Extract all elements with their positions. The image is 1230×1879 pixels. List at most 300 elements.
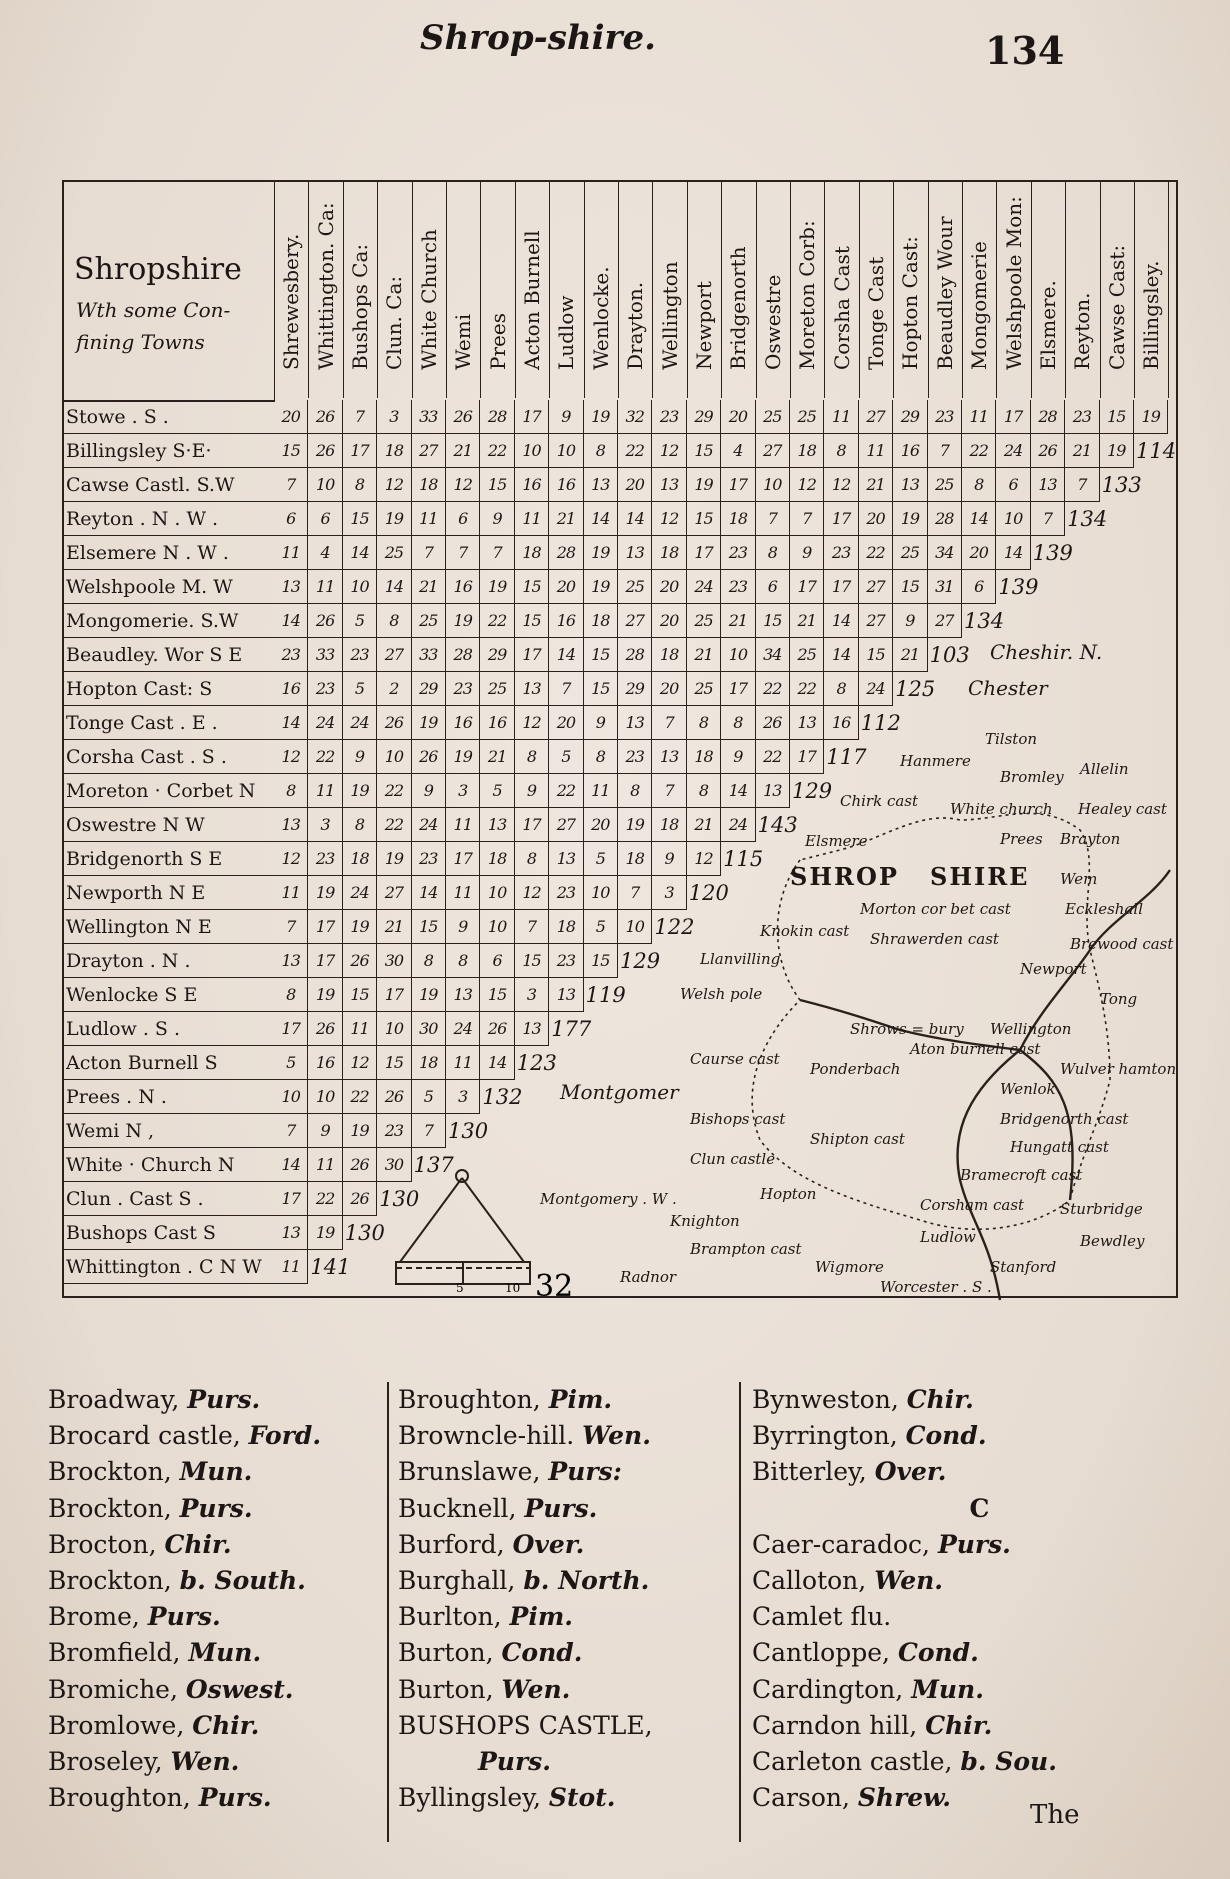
distance-cell: 12 bbox=[687, 842, 721, 876]
distance-cell: 24 bbox=[721, 808, 755, 842]
distance-cell: 15 bbox=[343, 502, 377, 536]
distance-cell: 25 bbox=[756, 400, 790, 434]
scale-end-label: 10 bbox=[505, 1281, 521, 1295]
map-place-label: Shrows = bury bbox=[850, 1020, 964, 1038]
distance-cell: 13 bbox=[790, 706, 824, 740]
column-header-label: Wenlocke. bbox=[588, 266, 613, 370]
index-hundred-ref: Chir. bbox=[192, 1710, 260, 1740]
distance-cell: 22 bbox=[859, 536, 893, 570]
column-divider bbox=[387, 1382, 389, 1842]
row-total: 129 bbox=[792, 779, 833, 803]
distance-cell: 13 bbox=[515, 672, 549, 706]
distance-cell: 25 bbox=[377, 536, 411, 570]
column-header-label: Bushops Ca: bbox=[347, 243, 372, 370]
distance-cell: 9 bbox=[308, 1114, 342, 1148]
distance-cell: 18 bbox=[343, 842, 377, 876]
row-total: 132 bbox=[482, 1085, 523, 1109]
map-place-label: Prees bbox=[1000, 830, 1043, 848]
map-place-label: Wigmore bbox=[815, 1258, 884, 1276]
column-header-label: Elsmere. bbox=[1035, 280, 1060, 370]
distance-cell: 12 bbox=[652, 502, 686, 536]
index-hundred-ref: Purs. bbox=[524, 1493, 598, 1523]
distance-cell: 8 bbox=[584, 740, 618, 774]
index-hundred-ref: Mun. bbox=[179, 1457, 253, 1487]
distance-cell: 32 bbox=[618, 400, 652, 434]
distance-cell: 26 bbox=[1031, 434, 1065, 468]
distance-cell: 18 bbox=[790, 434, 824, 468]
map-place-label: Clun castle bbox=[690, 1150, 776, 1168]
distance-cell: 23 bbox=[824, 536, 858, 570]
distance-cell: 10 bbox=[377, 1012, 411, 1046]
distance-cell: 16 bbox=[446, 706, 480, 740]
distance-cell: 8 bbox=[756, 536, 790, 570]
index-hundred-ref: Pim. bbox=[509, 1602, 573, 1632]
row-label: Hopton Cast: S bbox=[66, 678, 213, 700]
distance-cell: 9 bbox=[721, 740, 755, 774]
table-subtitle-line1: Wth some Con- bbox=[76, 298, 231, 322]
row-total: 177 bbox=[551, 1017, 592, 1041]
distance-cell: 20 bbox=[618, 468, 652, 502]
index-place-name: Burton, bbox=[398, 1638, 494, 1668]
catchword: The bbox=[1030, 1800, 1080, 1830]
distance-cell: 7 bbox=[274, 910, 308, 944]
map-place-label: Corsham cast bbox=[920, 1196, 1025, 1214]
distance-cell: 12 bbox=[274, 842, 308, 876]
index-place-name: Bromiche, bbox=[48, 1674, 178, 1704]
distance-cell: 20 bbox=[274, 400, 308, 434]
row-label: Beaudley. Wor S E bbox=[66, 644, 243, 666]
distance-cell: 19 bbox=[308, 1216, 342, 1250]
map-place-label: Bridgenorth cast bbox=[1000, 1110, 1129, 1128]
map-place-label: Eckleshall bbox=[1065, 900, 1144, 918]
distance-cell: 13 bbox=[618, 536, 652, 570]
distance-cell: 19 bbox=[893, 502, 927, 536]
distance-cell: 21 bbox=[446, 434, 480, 468]
distance-cell: 16 bbox=[446, 570, 480, 604]
index-entry bbox=[752, 1418, 1057, 1454]
distance-cell: 33 bbox=[308, 638, 342, 672]
index-place-name: Brockton, bbox=[48, 1493, 172, 1523]
distance-cell: 8 bbox=[274, 774, 308, 808]
index-entry bbox=[48, 1599, 321, 1635]
distance-cell: 15 bbox=[584, 638, 618, 672]
distance-cell: 12 bbox=[343, 1046, 377, 1080]
index-hundred-ref: Mun. bbox=[188, 1638, 262, 1668]
distance-cell: 14 bbox=[584, 502, 618, 536]
row-label: Prees . N . bbox=[66, 1086, 167, 1108]
distance-cell: 20 bbox=[584, 808, 618, 842]
map-place-label: Tong bbox=[1100, 990, 1138, 1008]
distance-cell: 12 bbox=[790, 468, 824, 502]
distance-cell: 10 bbox=[308, 1080, 342, 1114]
distance-cell: 23 bbox=[274, 638, 308, 672]
distance-cell: 25 bbox=[687, 604, 721, 638]
distance-cell: 23 bbox=[652, 400, 686, 434]
column-header-label: Bridgenorth bbox=[726, 246, 751, 370]
distance-cell: 17 bbox=[274, 1012, 308, 1046]
distance-cell: 18 bbox=[480, 842, 514, 876]
distance-cell: 25 bbox=[618, 570, 652, 604]
index-place-name: BUSHOPS CASTLE, bbox=[398, 1710, 653, 1740]
distance-cell: 5 bbox=[584, 842, 618, 876]
index-hundred-ref: Chir. bbox=[925, 1710, 993, 1740]
index-entry bbox=[398, 1780, 653, 1816]
distance-cell: 24 bbox=[343, 876, 377, 910]
distance-cell: 9 bbox=[549, 400, 583, 434]
index-hundred-ref: Mun. bbox=[911, 1674, 984, 1704]
distance-cell: 22 bbox=[618, 434, 652, 468]
distance-cell: 6 bbox=[996, 468, 1030, 502]
distance-cell: 8 bbox=[618, 774, 652, 808]
index-entry bbox=[48, 1672, 321, 1708]
index-place-name: Burghall, bbox=[398, 1566, 516, 1596]
distance-cell: 20 bbox=[549, 706, 583, 740]
index-entry bbox=[48, 1780, 321, 1816]
index-hundred-ref: Chir. bbox=[164, 1529, 232, 1559]
index-entry bbox=[48, 1708, 321, 1744]
distance-cell: 9 bbox=[652, 842, 686, 876]
index-place-name: Brockton, bbox=[48, 1566, 172, 1596]
map-place-label: SHIRE bbox=[930, 862, 1030, 891]
distance-cell: 5 bbox=[480, 774, 514, 808]
index-hundred-ref: b. North. bbox=[523, 1566, 650, 1596]
distance-cell: 20 bbox=[721, 400, 755, 434]
distance-cell: 23 bbox=[721, 536, 755, 570]
scale-total-label: 32 bbox=[535, 1269, 574, 1304]
distance-cell: 24 bbox=[343, 706, 377, 740]
map-place-label: Wulver hamton bbox=[1060, 1060, 1177, 1078]
distance-cell: 7 bbox=[412, 536, 446, 570]
distance-cell: 26 bbox=[377, 1080, 411, 1114]
index-entry bbox=[752, 1744, 1057, 1780]
distance-cell: 27 bbox=[412, 434, 446, 468]
distance-cell: 19 bbox=[1134, 400, 1168, 434]
distance-cell: 24 bbox=[687, 570, 721, 604]
distance-cell: 11 bbox=[274, 1250, 308, 1284]
distance-cell: 11 bbox=[584, 774, 618, 808]
distance-cell: 13 bbox=[549, 842, 583, 876]
distance-cell: 24 bbox=[859, 672, 893, 706]
distance-cell: 3 bbox=[446, 1080, 480, 1114]
index-hundred-ref: Cond. bbox=[501, 1638, 583, 1668]
distance-cell: 10 bbox=[515, 434, 549, 468]
distance-cell: 28 bbox=[549, 536, 583, 570]
row-label: Cawse Castl. S.W bbox=[66, 474, 235, 496]
index-entry bbox=[752, 1491, 1057, 1527]
distance-cell: 26 bbox=[308, 1012, 342, 1046]
index-hundred-ref: Purs. bbox=[147, 1602, 221, 1632]
distance-cell: 17 bbox=[996, 400, 1030, 434]
distance-cell: 10 bbox=[756, 468, 790, 502]
index-entry bbox=[752, 1635, 1057, 1671]
distance-cell: 18 bbox=[652, 638, 686, 672]
distance-cell: 13 bbox=[274, 570, 308, 604]
distance-cell: 33 bbox=[412, 400, 446, 434]
distance-cell: 8 bbox=[446, 944, 480, 978]
distance-cell: 27 bbox=[549, 808, 583, 842]
row-label: Oswestre N W bbox=[66, 814, 205, 836]
map-place-label: Ponderbach bbox=[810, 1060, 901, 1078]
distance-cell: 15 bbox=[1100, 400, 1134, 434]
distance-cell: 26 bbox=[308, 400, 342, 434]
row-total: 112 bbox=[860, 711, 901, 735]
distance-cell: 26 bbox=[756, 706, 790, 740]
distance-cell: 11 bbox=[308, 1148, 342, 1182]
distance-cell: 19 bbox=[377, 842, 411, 876]
distance-cell: 22 bbox=[962, 434, 996, 468]
row-label: Stowe . S . bbox=[66, 406, 169, 428]
index-entry bbox=[398, 1708, 653, 1744]
distance-cell: 8 bbox=[824, 672, 858, 706]
index-place-name: Broadway, bbox=[48, 1385, 180, 1414]
index-column-1 bbox=[48, 1382, 321, 1816]
distance-cell: 17 bbox=[274, 1182, 308, 1216]
distance-cell: 13 bbox=[549, 978, 583, 1012]
distance-cell: 27 bbox=[859, 604, 893, 638]
map-place-label: Cheshir. N. bbox=[990, 640, 1103, 664]
distance-cell: 31 bbox=[928, 570, 962, 604]
distance-cell: 29 bbox=[618, 672, 652, 706]
map-place-label: Wellington bbox=[990, 1020, 1072, 1038]
distance-cell: 25 bbox=[790, 400, 824, 434]
distance-cell: 2 bbox=[377, 672, 411, 706]
index-hundred-ref: Wen. bbox=[170, 1747, 240, 1777]
row-label: Tonge Cast . E . bbox=[66, 712, 218, 734]
index-hundred-ref: Purs. bbox=[187, 1385, 261, 1414]
distance-cell: 5 bbox=[549, 740, 583, 774]
index-entry bbox=[398, 1563, 653, 1599]
row-label: Ludlow . S . bbox=[66, 1018, 181, 1040]
distance-cell: 13 bbox=[756, 774, 790, 808]
distance-cell: 24 bbox=[412, 808, 446, 842]
distance-cell: 8 bbox=[377, 604, 411, 638]
distance-cell: 15 bbox=[584, 672, 618, 706]
distance-cell: 20 bbox=[652, 604, 686, 638]
distance-cell: 7 bbox=[515, 910, 549, 944]
map-place-label: Caurse cast bbox=[690, 1050, 780, 1068]
distance-cell: 9 bbox=[790, 536, 824, 570]
index-place-name: Broughton, bbox=[398, 1385, 541, 1414]
row-total: 117 bbox=[826, 745, 867, 769]
distance-cell: 24 bbox=[996, 434, 1030, 468]
index-place-name: Caer-caradoc, bbox=[752, 1529, 930, 1559]
map-place-label: Llanvilling bbox=[700, 950, 781, 968]
row-total: 103 bbox=[929, 643, 970, 667]
distance-cell: 19 bbox=[446, 604, 480, 638]
distance-cell: 13 bbox=[652, 740, 686, 774]
column-header-label: Cawse Cast: bbox=[1104, 244, 1129, 370]
distance-cell: 28 bbox=[618, 638, 652, 672]
distance-cell: 13 bbox=[274, 1216, 308, 1250]
index-hundred-ref: Oswest. bbox=[185, 1674, 294, 1704]
distance-cell: 21 bbox=[687, 638, 721, 672]
distance-cell: 11 bbox=[343, 1012, 377, 1046]
distance-cell: 8 bbox=[343, 468, 377, 502]
distance-cell: 16 bbox=[515, 468, 549, 502]
distance-cell: 19 bbox=[584, 536, 618, 570]
distance-cell: 10 bbox=[480, 910, 514, 944]
index-place-name: Carndon hill, bbox=[752, 1710, 918, 1740]
distance-cell: 15 bbox=[756, 604, 790, 638]
index-entry bbox=[48, 1744, 321, 1780]
index-place-name: C bbox=[969, 1493, 990, 1523]
distance-cell: 17 bbox=[446, 842, 480, 876]
index-hundred-ref: Cond. bbox=[905, 1421, 987, 1451]
distance-cell: 10 bbox=[618, 910, 652, 944]
page-title: Shrop-shire. bbox=[420, 18, 656, 58]
distance-cell: 29 bbox=[893, 400, 927, 434]
distance-cell: 9 bbox=[515, 774, 549, 808]
distance-cell: 22 bbox=[480, 434, 514, 468]
distance-cell: 11 bbox=[308, 774, 342, 808]
distance-cell: 9 bbox=[412, 774, 446, 808]
distance-cell: 19 bbox=[343, 1114, 377, 1148]
map-place-label: Tilston bbox=[985, 730, 1038, 748]
distance-cell: 23 bbox=[618, 740, 652, 774]
distance-cell: 33 bbox=[412, 638, 446, 672]
distance-cell: 18 bbox=[515, 536, 549, 570]
distance-cell: 14 bbox=[996, 536, 1030, 570]
distance-cell: 22 bbox=[549, 774, 583, 808]
row-label: Bushops Cast S bbox=[66, 1222, 216, 1244]
distance-cell: 17 bbox=[721, 672, 755, 706]
distance-cell: 26 bbox=[308, 604, 342, 638]
distance-cell: 17 bbox=[687, 536, 721, 570]
distance-cell: 14 bbox=[343, 536, 377, 570]
distance-cell: 22 bbox=[308, 1182, 342, 1216]
distance-cell: 19 bbox=[446, 740, 480, 774]
map-place-label: Chester bbox=[968, 676, 1048, 700]
distance-cell: 8 bbox=[687, 706, 721, 740]
index-column-3 bbox=[752, 1382, 1057, 1816]
row-label: Clun . Cast S . bbox=[66, 1188, 204, 1210]
distance-cell: 18 bbox=[549, 910, 583, 944]
index-place-name: Carson, bbox=[752, 1783, 850, 1813]
distance-cell: 3 bbox=[652, 876, 686, 910]
distance-cell: 12 bbox=[377, 468, 411, 502]
distance-cell: 21 bbox=[377, 910, 411, 944]
distance-cell: 14 bbox=[721, 774, 755, 808]
distance-cell: 10 bbox=[377, 740, 411, 774]
distance-cell: 13 bbox=[446, 978, 480, 1012]
distance-cell: 14 bbox=[480, 1046, 514, 1080]
distance-cell: 12 bbox=[515, 876, 549, 910]
distance-cell: 8 bbox=[412, 944, 446, 978]
index-place-name: Cardington, bbox=[752, 1674, 904, 1704]
row-total: 141 bbox=[310, 1255, 351, 1279]
distance-cell: 23 bbox=[549, 876, 583, 910]
distance-cell: 11 bbox=[962, 400, 996, 434]
distance-cell: 26 bbox=[377, 706, 411, 740]
row-label: Whittington . C N W bbox=[66, 1256, 262, 1278]
map-place-label: Welsh pole bbox=[680, 985, 763, 1003]
distance-cell: 8 bbox=[824, 434, 858, 468]
column-header-label: Clun. Ca: bbox=[382, 275, 407, 370]
column-header-label: Whittington. Ca: bbox=[313, 202, 338, 370]
distance-cell: 29 bbox=[480, 638, 514, 672]
row-total: 130 bbox=[344, 1221, 385, 1245]
map-place-label: Hanmere bbox=[900, 752, 971, 770]
distance-cell: 10 bbox=[584, 876, 618, 910]
distance-cell: 11 bbox=[446, 1046, 480, 1080]
map-place-label: Brewood cast bbox=[1070, 935, 1174, 953]
distance-cell: 18 bbox=[377, 434, 411, 468]
row-total: 139 bbox=[998, 575, 1039, 599]
column-header-label: Wemi bbox=[451, 313, 476, 370]
index-entry bbox=[752, 1382, 1057, 1418]
distance-cell: 15 bbox=[480, 468, 514, 502]
index-entry bbox=[752, 1527, 1057, 1563]
index-entry bbox=[752, 1780, 1057, 1816]
distance-cell: 27 bbox=[377, 638, 411, 672]
distance-cell: 17 bbox=[377, 978, 411, 1012]
column-header-label: Tonge Cast bbox=[863, 256, 888, 370]
index-entry bbox=[398, 1382, 653, 1418]
distance-cell: 15 bbox=[584, 944, 618, 978]
index-hundred-ref: Wen. bbox=[501, 1674, 571, 1704]
distance-cell: 15 bbox=[687, 434, 721, 468]
index-hundred-ref: Pim. bbox=[548, 1385, 613, 1414]
row-total: 134 bbox=[964, 609, 1005, 633]
distance-cell: 6 bbox=[962, 570, 996, 604]
distance-cell: 9 bbox=[446, 910, 480, 944]
distance-cell: 7 bbox=[928, 434, 962, 468]
index-hundred-ref: Shrew. bbox=[857, 1783, 951, 1813]
distance-cell: 18 bbox=[412, 1046, 446, 1080]
distance-cell: 23 bbox=[377, 1114, 411, 1148]
index-entry bbox=[48, 1635, 321, 1671]
index-hundred-ref: b. South. bbox=[179, 1566, 306, 1596]
distance-cell: 21 bbox=[549, 502, 583, 536]
index-place-name: Burton, bbox=[398, 1674, 494, 1704]
index-place-name: Camlet flu. bbox=[752, 1602, 892, 1632]
index-entry bbox=[398, 1672, 653, 1708]
row-label: Reyton . N . W . bbox=[66, 508, 219, 530]
distance-cell: 23 bbox=[412, 842, 446, 876]
distance-cell: 8 bbox=[515, 842, 549, 876]
map-place-label: Wem bbox=[1060, 870, 1098, 888]
map-place-label: Shipton cast bbox=[810, 1130, 905, 1148]
index-entry bbox=[398, 1418, 653, 1454]
column-header-label: Billingsley. bbox=[1139, 260, 1164, 370]
distance-cell: 12 bbox=[824, 468, 858, 502]
distance-cell: 27 bbox=[618, 604, 652, 638]
distance-cell: 13 bbox=[652, 468, 686, 502]
index-place-name: Browncle-hill. bbox=[398, 1421, 575, 1451]
column-header-label: Reyton. bbox=[1070, 292, 1095, 370]
distance-cell: 15 bbox=[893, 570, 927, 604]
index-place-name: Brocton, bbox=[48, 1529, 157, 1559]
distance-cell: 15 bbox=[480, 978, 514, 1012]
distance-cell: 8 bbox=[343, 808, 377, 842]
column-header-label: Ludlow bbox=[554, 295, 579, 370]
map-place-label: Stanford bbox=[990, 1258, 1057, 1276]
distance-cell: 10 bbox=[480, 876, 514, 910]
distance-cell: 6 bbox=[480, 944, 514, 978]
row-label: Wellington N E bbox=[66, 916, 212, 938]
index-entry bbox=[398, 1454, 653, 1490]
index-place-name: Bynweston, bbox=[752, 1385, 899, 1414]
distance-cell: 21 bbox=[412, 570, 446, 604]
distance-cell: 23 bbox=[928, 400, 962, 434]
distance-cell: 10 bbox=[549, 434, 583, 468]
distance-cell: 7 bbox=[446, 536, 480, 570]
distance-cell: 16 bbox=[549, 604, 583, 638]
distance-cell: 19 bbox=[377, 502, 411, 536]
distance-cell: 25 bbox=[893, 536, 927, 570]
distance-cell: 8 bbox=[687, 774, 721, 808]
row-label: Acton Burnell S bbox=[66, 1052, 218, 1074]
